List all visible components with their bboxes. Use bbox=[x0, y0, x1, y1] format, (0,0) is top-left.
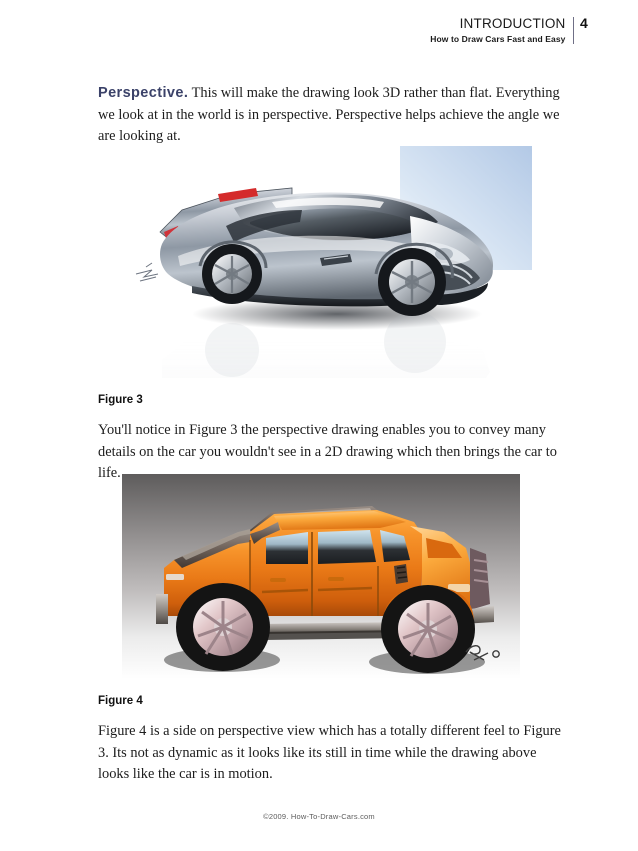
header-text-group bbox=[430, 16, 572, 46]
figure-4-vent-slat-1 bbox=[397, 567, 405, 568]
figure-4-rear-wheel bbox=[176, 583, 270, 671]
perspective-heading: Perspective. bbox=[98, 85, 189, 101]
page-footer-copyright: ©2009. How-To-Draw-Cars.com bbox=[263, 812, 375, 821]
figure-4-front-wheel bbox=[381, 585, 475, 673]
figure-4-door-handle-1 bbox=[270, 578, 286, 582]
figure-4-taillight bbox=[166, 574, 184, 580]
figure-3-image bbox=[122, 146, 532, 378]
intro-paragraph-text: This will make the drawing look 3D rather than flat. Everything we look at in the world is in perspective. Perspective helps achieve the angle we are looking at. bbox=[98, 85, 560, 144]
figure-3-description: You'll notice in Figure 3 the perspective drawing enables you to convey many details on the car you wouldn't see in a 2D drawing which then brings the car to life. bbox=[98, 422, 557, 481]
figure-4-image bbox=[122, 474, 520, 679]
intro-paragraph bbox=[98, 83, 571, 148]
header-book-title: How to Draw Cars Fast and Easy bbox=[430, 34, 566, 44]
page-number: 4 bbox=[580, 15, 588, 31]
figure-4-description: Figure 4 is a side on perspective view which has a totally different feel to Figure 3. Its not as dynamic as it looks like its still in time while the drawing above looks like the car is in motion. bbox=[98, 723, 561, 782]
figure-4-front-window bbox=[318, 530, 376, 564]
figure-4-vent-slat-3 bbox=[398, 577, 407, 578]
figure-3-rear-wheel bbox=[202, 244, 262, 304]
figure-3-front-wheel bbox=[378, 248, 446, 316]
figure-4-caption: Figure 4 bbox=[98, 695, 143, 707]
header-section-title: INTRODUCTION bbox=[459, 16, 566, 31]
figure-4-vent-slat-2 bbox=[397, 572, 406, 573]
header-row bbox=[430, 16, 592, 46]
figure-4-door-handle-2 bbox=[328, 577, 344, 581]
figure-4-rear-bumper bbox=[156, 594, 168, 624]
figure-3-sketch-mark bbox=[136, 263, 158, 281]
figure-3-caption: Figure 3 bbox=[98, 394, 143, 406]
page-header bbox=[430, 16, 592, 46]
